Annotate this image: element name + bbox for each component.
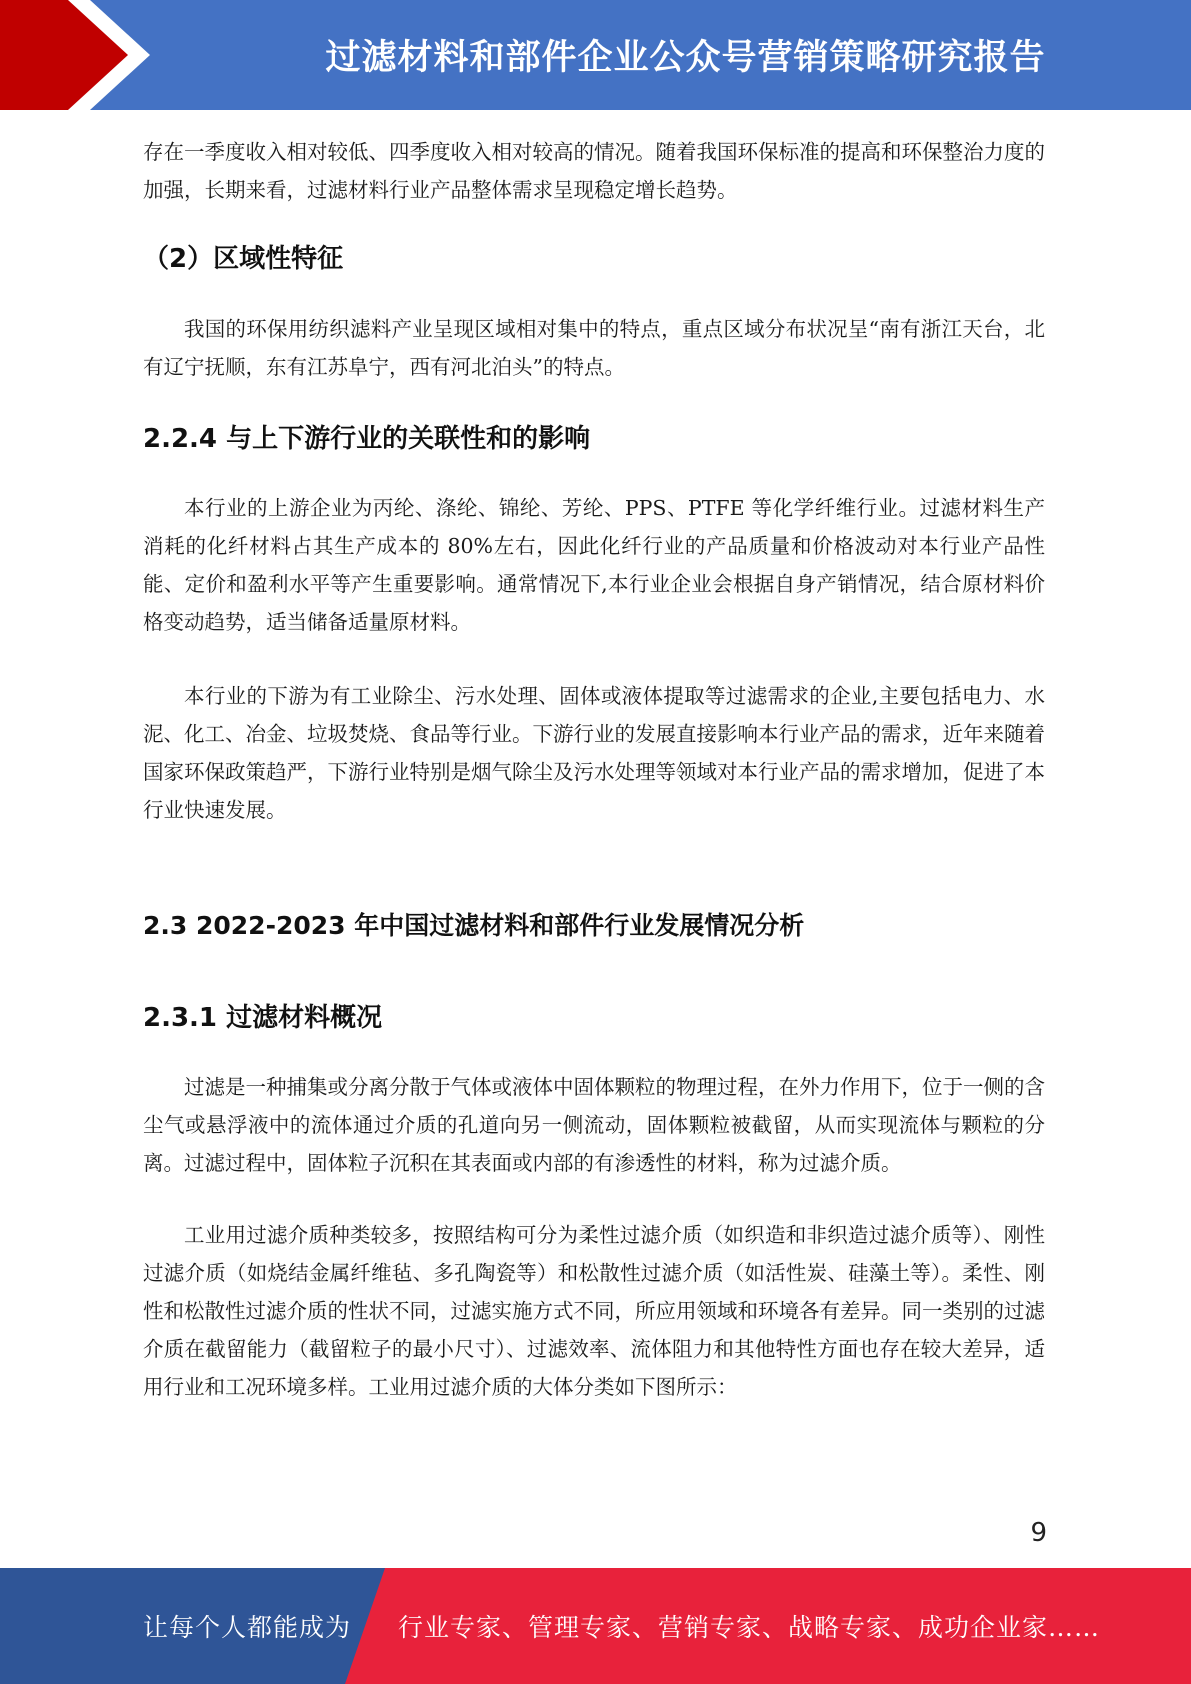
paragraph-regional: 我国的环保用纺织滤料产业呈现区域相对集中的特点，重点区域分布状况呈“南有浙江天台，北有辽宁抚顺，东有江苏阜宁，西有河北泊头”的特点。 <box>143 317 1045 379</box>
page-header <box>0 0 1191 110</box>
page-footer <box>0 1568 1191 1684</box>
paragraph-downstream: 本行业的下游为有工业除尘、污水处理、固体或液体提取等过滤需求的企业,主要包括电力、水泥、化工、冶金、垃圾焚烧、食品等行业。下游行业的发展直接影响本行业产品的需求，近年来随着国家环保政策趋严，下游行业特别是烟气除尘及污水处理等领域对本行业产品的需求增加，促进了本行业快速发展。 <box>143 684 1045 822</box>
paragraph-filter-media-types: 工业用过滤介质种类较多，按照结构可分为柔性过滤介质（如织造和非织造过滤介质等）、刚性过滤介质（如烧结金属纤维毡、多孔陶瓷等）和松散性过滤介质（如活性炭、硅藻土等）。柔性、刚性和松散性过滤介质的性状不同，过滤实施方式不同，所应用领域和环境各有差异。同一类别的过滤介质在截留能力（截留粒子的最小尺寸）、过滤效率、流体阻力和其他特性方面也存在较大差异，适用行业和工况环境多样。工业用过滤介质的大体分类如下图所示： <box>143 1223 1045 1399</box>
heading-2-3-1: 2.3.1 过滤材料概况 <box>143 1003 383 1033</box>
heading-2-3: 2.3 2022-2023 年中国过滤材料和部件行业发展情况分析 <box>143 911 805 940</box>
page-number: 9 <box>1030 1518 1047 1548</box>
paragraph-filtration-definition: 过滤是一种捕集或分离分散于气体或液体中固体颗粒的物理过程，在外力作用下，位于一侧的含尘气或悬浮液中的流体通过介质的孔道向另一侧流动，固体颗粒被截留，从而实现流体与颗粒的分离。过滤过程中，固体粒子沉积在其表面或内部的有渗透性的材料，称为过滤介质。 <box>143 1075 1045 1175</box>
heading-regional-characteristics: （2）区域性特征 <box>143 244 344 274</box>
footer-slogan-right: 行业专家、管理专家、营销专家、战略专家、成功企业家…… <box>398 1613 1101 1642</box>
heading-2-2-4: 2.2.4 与上下游行业的关联性和的影响 <box>143 424 591 454</box>
paragraph-upstream: 本行业的上游企业为丙纶、涤纶、锦纶、芳纶、PPS、PTFE 等化学纤维行业。过滤材料生产消耗的化纤材料占其生产成本的 80%左右，因此化纤行业的产品质量和价格波动对本行业产品性能、定价和盈利水平等产生重要影响。通常情况下,本行业企业会根据自身产销情况，结合原材料价格变动趋势，适当储备适量原材料。 <box>143 496 1045 634</box>
footer-slogan-left: 让每个人都能成为 <box>143 1613 352 1642</box>
paragraph-seasonality: 存在一季度收入相对较低、四季度收入相对较高的情况。随着我国环保标准的提高和环保整治力度的加强，长期来看，过滤材料行业产品整体需求呈现稳定增长趋势。 <box>143 140 1045 202</box>
report-title: 过滤材料和部件企业公众号营销策略研究报告 <box>325 38 1046 78</box>
